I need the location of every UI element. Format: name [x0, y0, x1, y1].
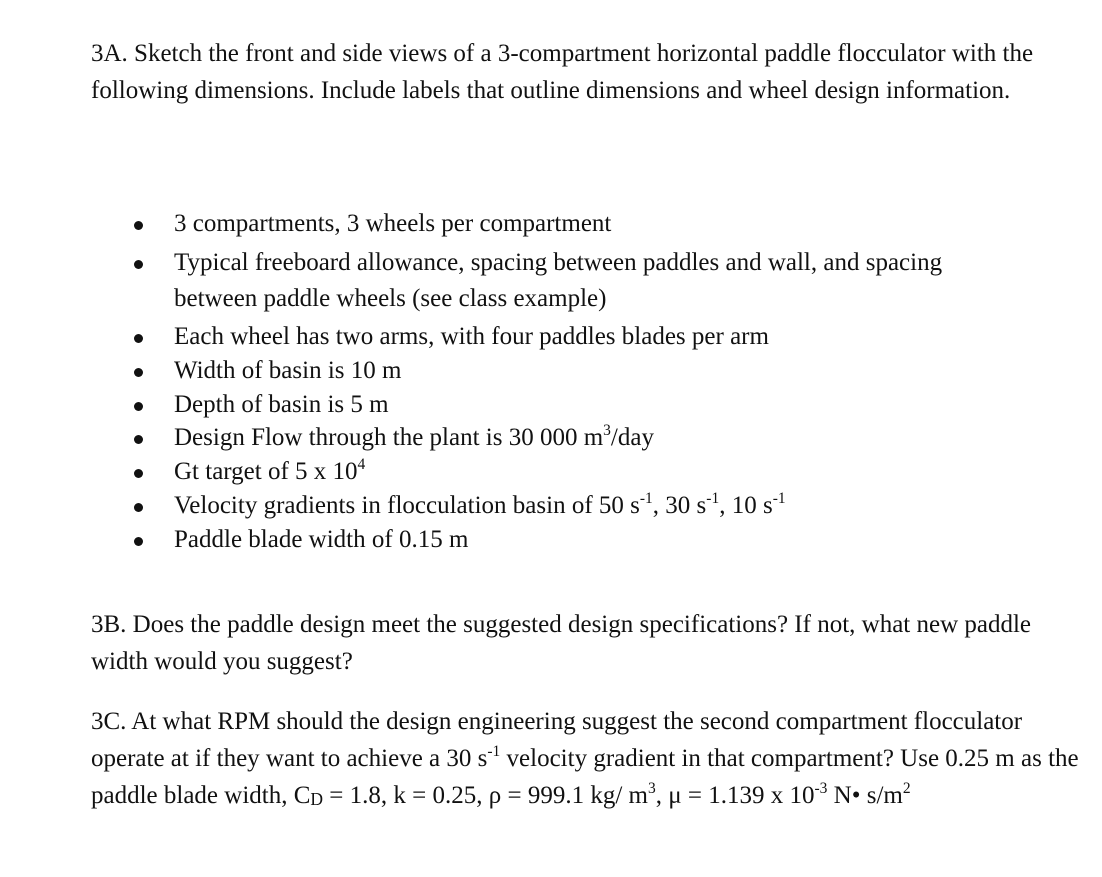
bullet-freeboard: Typical freeboard allowance, spacing between paddles and wall, and spacing [174, 249, 943, 276]
list-item [174, 353, 1054, 389]
list-item [174, 387, 1054, 423]
bullet-compartments: 3 compartments, 3 wheels per compartment [174, 210, 612, 237]
bullet-blade-width: Paddle blade width of 0.15 m [174, 526, 469, 553]
list-item-continuation [174, 281, 1054, 317]
question-3b: 3B. Does the paddle design meet the suggested design specifications? If not, what new paddle width would you suggest? [91, 611, 1032, 675]
list-item [174, 454, 1054, 490]
bullet-freeboard-cont: between paddle wheels (see class example) [174, 285, 607, 312]
bullet-arms: Each wheel has two arms, with four paddles blades per arm [174, 323, 769, 350]
list-item [174, 488, 1054, 524]
list-item [174, 420, 1054, 456]
list-item [174, 319, 1054, 355]
list-item [174, 245, 1054, 281]
list-item [174, 206, 1054, 242]
bullet-velocity-gradients: Velocity gradients in flocculation basin of 50 $s^{-1}$, 30 $s^{-1}$, 10 $s^{-1}$ [174, 489, 786, 519]
bullet-depth: Depth of basin is 5 m [174, 391, 389, 418]
question-3a: 3A. Sketch the front and side views of a 3-compartment horizontal paddle flocculator with the following dimensions. Include labels that outline dimensions and wheel design information. [91, 40, 1034, 104]
question-3c: 3C. At what RPM should the design engineering suggest the second compartment flocculator operate at if they want to achieve a 30 $s^{-1}$ velocity gradient in that compartment? Use 0.25 m as the paddle blade width, CD = 1.8, k = 0.25, ρ = 999.1 kg/ $m^3$, μ = 1.139 x $10^{-3}$ N• $s/m^2$ [91, 708, 1079, 809]
list-item [174, 522, 1054, 558]
bullet-gt-target: Gt target of 5 x $10^4$ [174, 455, 366, 485]
bullet-width: Width of basin is 10 m [174, 357, 402, 384]
bullet-flow: Design Flow through the plant is 30 000 $m^3$/day [174, 421, 654, 451]
